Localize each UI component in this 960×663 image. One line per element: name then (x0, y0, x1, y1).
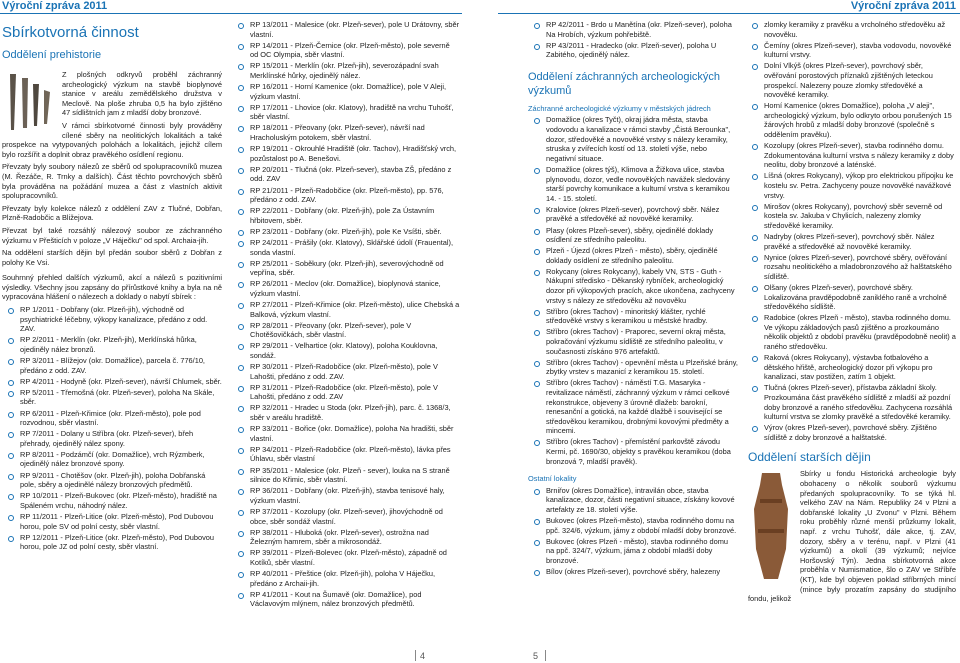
prehistory-para-2: V rámci sbírkotvorné činnosti byly prováděny cílené sběry na neolitických lokalitách a také prospekce na vytypovaných polohách a lokalitách, jejichž cílem bylo rozšířit a doplnit obraz pravěkého osídlení regionu. (2, 120, 222, 159)
list-item: RP 38/2011 - Hluboká (okr. Plzeň-sever), ostrožna nad Železným hamrem, sběr a mikrosondáž. (250, 528, 460, 547)
list-item: RP 35/2011 - Malesice (okr. Plzeň - sever), louka na S straně silnice do Křimic, sběr vlastní. (250, 466, 460, 485)
list-item: RP 24/2011 - Prášily (okr. Klatovy), Sklářské údolí (Frauental), sonda vlastní. (250, 238, 460, 257)
page-number-left: 4 (420, 651, 426, 661)
prehistory-para-7: Souhrnný přehled dalších výzkumů, akcí a nálezů s pozitivními výsledky. Všechny jsou zapsány do přírůstkové knihy a byla na ně vypracována hlášení o nálezech a doklady o nabytí sbírek : (2, 273, 222, 302)
list-item: RP 12/2011 - Plzeň-Litice (okr. Plzeň-město), Pod Dubovou horou, pole JZ od polní cesty, sběr vlastní. (20, 533, 222, 552)
list-item: RP 13/2011 - Malesice (okr. Plzeň-sever), pole U Drátovny, sběr vlastní. (250, 20, 460, 39)
prehistory-para-6: Na oddělení starších dějin byl předán soubor sběrů z Dobřan z polohy Ke Vsi. (2, 248, 222, 267)
list-item: Radobice (okres Plzeň - město), stavba rodinného domu. Ve výkopu základových pasů zjištěno a prozkoumáno několik objektů z období pravěku (pravděpodobně neolit) a raného středověku. (764, 313, 956, 351)
list-item: RP 16/2011 - Horní Kamenice (okr. Domažlice), pole V Aleji, výzkum vlastní. (250, 82, 460, 101)
list-item: Stříbro (okres Tachov) - přemístění parkovště závodu Kermi, pč. 1690/30, objekty s pravěkou keramikou (doba bronzová ?, mladší pravěk). (546, 437, 738, 466)
other-sites-list (528, 486, 738, 577)
column-3 (528, 18, 738, 648)
header-right: Výroční zpráva 2011 (850, 0, 956, 12)
list-item: RP 33/2011 - Bořice (okr. Domažlice), poloha Na hradišti, sběr vlastní. (250, 424, 460, 443)
list-item: Líšná (okres Rokycany), výkop pro elektrickou přípojku ke kostelu sv. Petra. Zachyceny pouze novověké navážkové vrstvy. (764, 171, 956, 200)
list-item: Nadryby (okres Plzeň-sever), povrchový sběr. Nález pravěké a středověké až novověké keramiky. (764, 232, 956, 251)
list-item: RP 19/2011 - Okrouhlé Hradiště (okr. Tachov), Hradišťský vrch, pozůstalost po A. Benešovi. (250, 144, 460, 163)
list-item: Domažlice (okres Tyčt), okraj jádra města, stavba vodovodu a kanalizace v rámci stavby „Čistá Berounka", dozor, středověké a novověké vrstvy s nálezy keramiky, struska y zvířecích kostí od 13. století výše, nebo negativní situace. (546, 115, 738, 163)
list-item: RP 29/2011 - Velhartice (okr. Klatovy), poloha Kouklovna, sondáž. (250, 341, 460, 360)
section-prehistory: Oddělení prehistorie (2, 49, 102, 61)
list-item: Mirošov (okres Rokycany), povrchový sběr severně od kostela sv. Jakuba v Chylicích, nalezeny zlomky středověké keramiky. (764, 202, 956, 231)
prehistory-para-3: Převzaty byly soubory nálezů ze sběrů od spolupracovníků muzea (M. Řezáče, R. Trnky a dalších). Část těchto povrchových sběrů byla prováděna na požádání muzea a část z vlastních aktivit spolupracovníků. (2, 162, 222, 201)
list-item: RP 1/2011 - Dobřany (okr. Plzeň-jih), východně od psychiatrické léčebny, výkopy kanalizace, předáno z odd. ZAV. (20, 305, 222, 334)
list-item: RP 4/2011 - Hodyně (okr. Plzeň-sever), návrší Chlumek, sběr. (20, 376, 222, 386)
finds-list-3 (528, 20, 738, 60)
list-item: Čemíny (okres Plzeň-sever), stavba vodovodu, novověké kulturní vrstvy. (764, 41, 956, 60)
list-item: Kozolupy (okres Plzeň-sever), stavba rodinného domu. Zdokumentována kulturní vrstva s nálezy keramiky z doby neolitu, doby bronzové a laténské. (764, 141, 956, 170)
town-core-list (528, 115, 738, 466)
list-item: Brniřov (okres Domažlice), intravilán obce, stavba kanalizace, dozor, části negativní situace, získány kovové artefakty ze 18. století výše. (546, 486, 738, 515)
header-rule-right (498, 13, 960, 14)
older-history-para: Sbírky u fondu Historická archeologie byly obohaceny o několik souborů výzkumu předaných spolupracovníky. To se týká hl. velkého ZAV na Nám. Republiky 24 v Plzni a dobřanské lokality „U Zvonu" v Plzni. Během roku proběhly různé menší průzkumy lokalit, např. z vrchu Tuhošť, dále akce, tj. ZAV, dozory, sběry a v terénu, např. v Plzni (41 výzkumů) a okolí (39 výzkumů; nejvíce Horšovský Týn). Jedna sbírkotvorná akce proběhla v Numismatice, šlo o ZAV ve Stříbře (KT), kde byl objeven poklad stříbrných mincí (mince byly prozatím zapsány do studijního fondu, jelikož (748, 469, 956, 604)
column-1 (2, 24, 222, 648)
list-item: RP 9/2011 - Chotěšov (okr. Plzeň-jih), poloha Dobřanská pole, sběry a ojedinělé nálezy bronzových předmětů. (20, 471, 222, 490)
list-item: RP 2/2011 - Merklín (okr. Plzeň-jih), Merklínská hůrka, ojediněly nález bronzů. (20, 335, 222, 354)
list-item: RP 30/2011 - Plzeň-Radobčice (okr. Plzeň-město), pole V Lahošti, předáno z odd. ZAV. (250, 362, 460, 381)
list-item: RP 10/2011 - Plzeň-Bukovec (okr. Plzeň-město), hradiště na Spáleném vrchu, náhodný nález. (20, 491, 222, 510)
list-item: RP 3/2011 - Blížejov (okr. Domažlice), parcela č. 776/10, předáno z odd. ZAV. (20, 356, 222, 375)
list-item: Raková (okres Rokycany), výstavba fotbalového a dětského hřiště, archeologický dozor při výkopu pro kanalizaci, stav postižen, zatím 1 objekt. (764, 353, 956, 382)
list-item: RP 17/2011 - Lhovice (okr. Klatovy), hradiště na vrchu Tuhošť, sběr vlastní. (250, 103, 460, 122)
list-item: RP 21/2011 - Plzeň-Radobčice (okr. Plzeň-město), pp. 576, předáno z odd. ZAV. (250, 186, 460, 205)
list-item: Domažlice (okres týš), Klimova a Žižkova ulice, stavba plynovodu, dozor, vedle novověkých navážek sledovány starší povrchy komunikace a kulturní vrstva s keramikou 14. - 15. století. (546, 165, 738, 203)
list-item: RP 40/2011 - Přeštice (okr. Plzeň-jih), poloha V Háječku, předáno z Archaii-jih. (250, 569, 460, 588)
list-item: RP 8/2011 - Podzámčí (okr. Domažlice), vrch Rýzmberk, ojedinělý nález bronzové spony. (20, 450, 222, 469)
prehistory-para-4: Převzaty byly kolekce nálezů z oddělení ZAV z Tlučné, Dobřan, Plzně-Radobčic a Bližejova. (2, 203, 222, 223)
list-item: RP 15/2011 - Merklín (okr. Plzeň-jih), severozápadní svah Merklínské hůrky, ojedinělý nález. (250, 61, 460, 80)
list-item: RP 23/2011 - Dobřany (okr. Plzeň-jih), pole Ke Vsíšti, sběr. (250, 227, 460, 237)
list-item: Olšany (okres Plzeň-sever), povrchové sběry. Lokalizována pravděpodobně zaniklého raně a vrcholně středověkého sídliště. (764, 283, 956, 312)
subsection-other-sites: Ostatní lokality (528, 474, 577, 484)
header-rule-left (0, 13, 462, 14)
list-item: RP 41/2011 - Kout na Šumavě (okr. Domažlice), pod Václavovým mlýnem, nález bronzových předmětů. (250, 590, 460, 609)
finds-list-1 (2, 305, 222, 552)
list-item: Dolní Vlkýš (okres Plzeň-sever), povrchový sběr, ověřování porostových příznaků zjištěných leteckou prospekcí. Nalezeny pouze zlomky středověké a novověké keramiky. (764, 61, 956, 99)
artifact-photo (2, 70, 62, 134)
list-item: RP 32/2011 - Hradec u Stoda (okr. Plzeň-jih), parc. č. 1368/3, sběr v areálu hradiště. (250, 403, 460, 422)
list-item: RP 27/2011 - Plzeň-Křimice (okr. Plzeň-město), ulice Chebská a Balková, výzkum vlastní. (250, 300, 460, 319)
list-item: RP 20/2011 - Tlučná (okr. Plzeň-sever), stavba ZŠ, předáno z odd. ZAV (250, 165, 460, 184)
subsection-town-cores: Záchranné archeologické výzkumy v městských jádrech (528, 103, 711, 113)
list-item: RP 22/2011 - Dobřany (okr. Plzeň-jih), pole Za Ústavním hřbitovem, sběr. (250, 206, 460, 225)
list-item: Stříbro (okres Tachov) - náměstí T.G. Masaryka - revitalizace náměstí, záchranný výzkum v rámci celkové rekonstrukce, objeveny 3 úrovně dlažeb: barokní, renesanční a gotická, na každé dlažbě i související se středověkou keramikou, drobnými kovovými předměty a mincemi. (546, 378, 738, 436)
list-item: Plasy (okres Plzeň-sever), sběry, ojedinělé doklady osídlení ze středního paleolitu. (546, 226, 738, 245)
list-item: RP 42/2011 - Brdo u Manětína (okr. Plzeň-sever), poloha Na Hrobích, výzkum pohřebiště. (546, 20, 738, 39)
list-item: Rokycany (okres Rokycany), kabely VN, STS - Guth - Nákupní středisko - Děkanský rybníček, archeologický dozor při výkopových pracích, akce ukončena, zachyceny vrstvy s nálezy ze středověku až novověku (546, 267, 738, 305)
list-item: RP 25/2011 - Soběkury (okr. Plzeň-jih), severovýchodně od vepřína, sběr. (250, 259, 460, 278)
page-title: Sbírkotvorná činnost (2, 24, 139, 41)
list-item: Výrov (okres Plzeň-sever), povrchové sběry. Zjištěno sídliště z doby bronzové a halštatské. (764, 423, 956, 442)
list-item: RP 7/2011 - Dolany u Stříbra (okr. Plzeň-sever), břeh přehrady, ojedinělý nález spony. (20, 429, 222, 448)
page-number-right: 5 (533, 651, 539, 661)
finds-list-4 (748, 20, 956, 442)
section-older-history: Oddělení starších dějin (748, 450, 871, 465)
list-item: RP 28/2011 - Přeovany (okr. Plzeň-sever), pole V Chotěšovičkách, sběr vlastní. (250, 321, 460, 340)
page-number-rule-left (415, 650, 416, 661)
vessel-icon (748, 469, 794, 587)
list-item: RP 31/2011 - Plzeň-Radobčice (okr. Plzeň-město), pole V Lahošti, předáno z odd. ZAV (250, 383, 460, 402)
list-item: Stříbro (okres Tachov) - opevnění města u Plzeňské brány, zbytky vrstev s mazanicí z keramikou 15. století. (546, 357, 738, 377)
list-item: RP 36/2011 - Dobřany (okr. Plzeň-jih), stavba tenisové haly, výzkum vlastní. (250, 486, 460, 505)
list-item: RP 11/2011 - Plzeň-Litice (okr. Plzeň-město), Pod Dubovou horou, pole SV od polní cesty, sběr vlastní. (20, 512, 222, 531)
list-item: Bukovec (okres Plzeň-město), stavba rodinného domu na ppč. 324/6, výzkum, jámy z období mladší doby bronzové. (546, 516, 737, 535)
artifact-icon (2, 70, 57, 134)
list-item: Bílov (okres Plzeň-sever), povrchové sběry, halezeny (546, 567, 738, 577)
list-item: RP 5/2011 - Třemošná (okr. Plzeň-sever), poloha Na Skále, sběr. (20, 388, 222, 407)
list-item: Bukovec (okres Plzeň - město), stavba rodinného domu na ppč. 324/7, výzkum, jáma z období mladší doby bronzové. (546, 537, 738, 566)
list-item: Stříbro (okres Tachov) - Praporec, severní okraj města, pokračování výzkumu sídliště ze středního paleolitu, v současnosti získáno 976 artefaktů. (546, 327, 738, 356)
list-item: RP 18/2011 - Přeovany (okr. Plzeň-sever), návrší nad Hracholuským potokem, sběr vlastní. (250, 123, 460, 142)
list-item: Kralovice (okres Plzeň-sever), povrchový sběr. Nález pravěké a středověké až novověké keramiky. (546, 205, 738, 224)
prehistory-para-5: Převzat byl také rozsáhlý nálezový soubor ze záchranného výzkumu v Přešticích v poloze „V Háječku" od spol. Archaia-jih. (2, 225, 222, 245)
list-item: RP 14/2011 - Plzeň-Černice (okr. Plzeň-město), pole severně od OC Olympia, sběr vlastní. (250, 41, 460, 60)
list-item: Plzeň - Újezd (okres Plzeň - město), sběry, ojedinělé doklady osídlení ze středního paleolitu. (546, 246, 738, 265)
list-item: RP 37/2011 - Kozolupy (okr. Plzeň-sever), jihovýchodně od obce, sběr sondáž vlastní. (250, 507, 460, 526)
column-2 (232, 18, 460, 648)
list-item: RP 39/2011 - Plzeň-Bolevec (okr. Plzeň-město), západně od Kotíků, sběr vlastní. (250, 548, 460, 567)
column-4 (748, 18, 956, 648)
list-item: RP 34/2011 - Plzeň-Radobčice (okr. Plzeň-město), lávka přes Úhlavu, sběr vlastní (250, 445, 460, 464)
header-left: Výroční zpráva 2011 (2, 0, 108, 12)
prehistory-para-1: Z plošných odkryvů proběhl záchranný archeologický výzkum na stavbě bioplynové stanice v areálu zemědělského družstva v Meclově. Na ploše zhruba 0,5 ha bylo zjištěno 47 sídlištních jam z mladší doby bronzové. (62, 70, 222, 118)
list-item: Horní Kamenice (okres Domažlice), poloha „V aleji", archeologický výzkum, bylo odkryto orbou porušených 15 žárových hrobů z mladší doby bronzové (společně s oddělením pravěku). (764, 101, 956, 139)
list-item: RP 26/2011 - Meclov (okr. Domažlice), bioplynová stanice, výzkum vlastní. (250, 279, 460, 298)
section-rescue-excavations: Oddělení záchranných archeologických výzkumů (528, 70, 721, 97)
page-number-rule-right (545, 650, 546, 661)
list-item: Stříbro (okres Tachov) - minoritský klášter, rychlé středověké vrstvy s keramikou u městské hradby. (546, 307, 738, 326)
vessel-photo (748, 469, 800, 589)
list-item: RP 6/2011 - Plzeň-Křimice (okr. Plzeň-město), pole pod rozvodnou, sběr vlastní. (20, 409, 222, 428)
finds-list-2 (232, 20, 460, 609)
list-item: Nynice (okres Plzeň-sever), povrchové sběry, ověřování rozsahu neolitického a mladobronzového až halštatského sídliště. (764, 253, 956, 282)
list-item: RP 43/2011 - Hradecko (okr. Plzeň-sever), poloha U Zabitého, ojedinělý nález. (546, 41, 738, 60)
list-item: zlomky keramiky z pravěku a vrcholného středověku až novověku. (764, 20, 956, 39)
list-item: Tlučná (okres Plzeň-sever), přístavba základní školy. Prozkoumána část pravěkého sídliště z mladší až pozdní doby bronzové a raného středověku. Zachycena rozsáhlá kulturní vrstva se zlomky pravěké a středověké keramiky. (764, 383, 956, 421)
